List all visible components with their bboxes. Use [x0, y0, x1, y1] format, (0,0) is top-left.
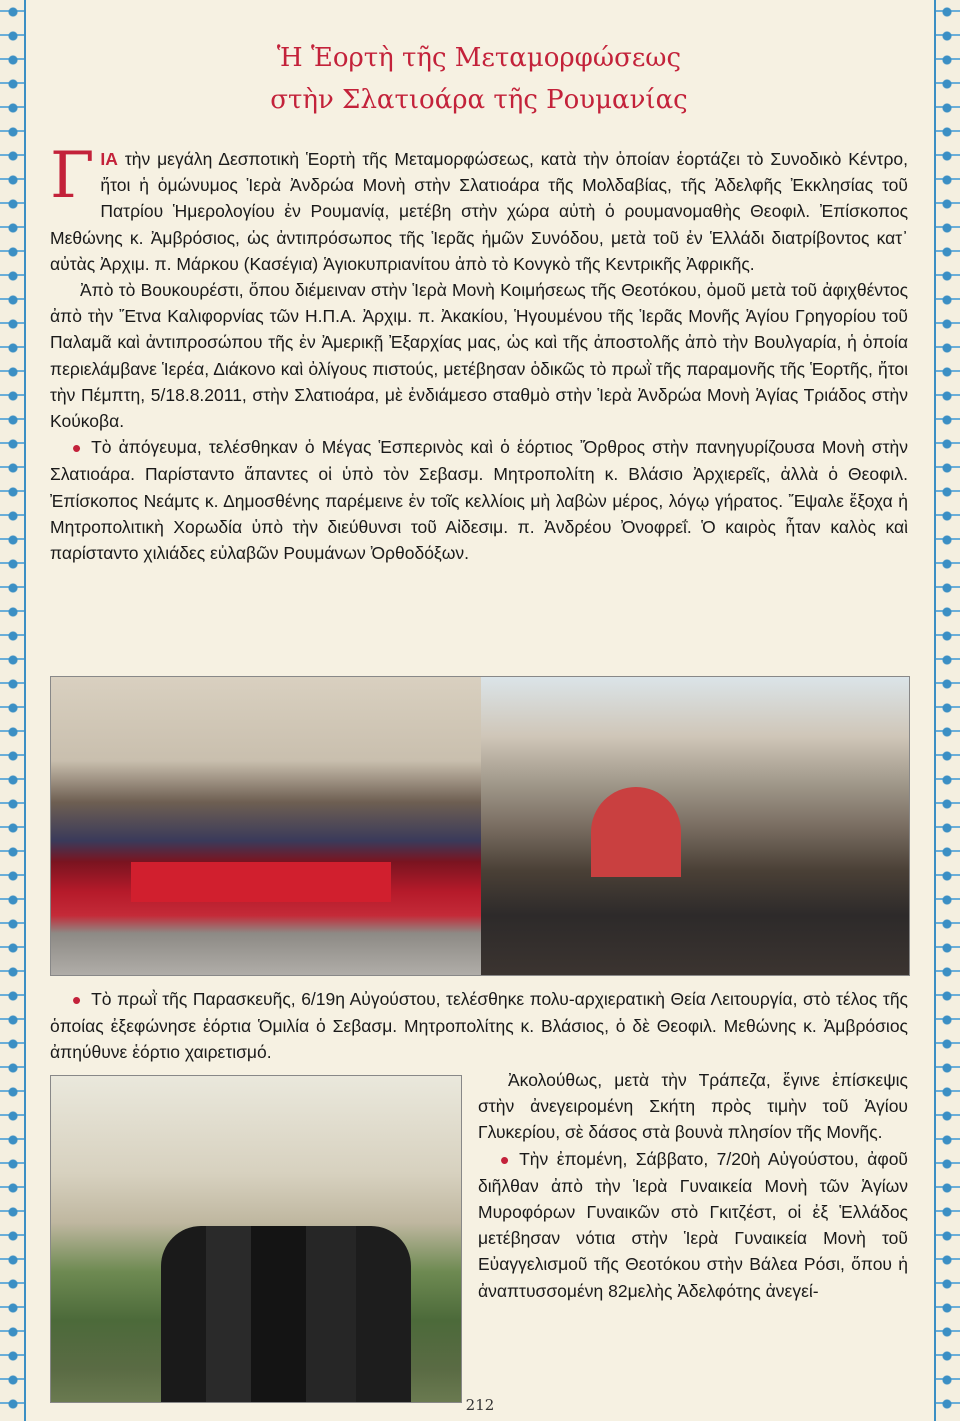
body-top	[50, 139, 908, 566]
paragraph-6	[478, 1146, 908, 1304]
paragraph-3-text: Τὸ ἀπόγευμα, τελέσθηκαν ὁ Μέγας Ἑσπερινὸς καὶ ὁ ἑόρτιος Ὄρθρος στὴν πανηγυρίζουσα Μονὴ στὴν Σλατιοάρα. Παρίσταντο ἅπαντες οἱ ὑπὸ τὸν Σεβασμ. Μητροπολίτη κ. Βλάσιο Ἀρχιερεῖς, ἀλλὰ ὁ Θεοφιλ. Ἐπίσκοπος Νεάμτς κ. Δημοσθένης παρέμεινε ἐν τοῖς κελλίοις μὴ λαβὼν μέρος, λόγῳ γήρατος. Ἔψαλε ἔξοχα ἡ Μητροπολιτικὴ Χορωδία ὑπὸ τὴν διεύθυνσι τοῦ Αἰδεσιμ. π. Ἀνδρέου Ὀνοφρεΐ. Ὁ καιρὸς ἦταν καλὸς καὶ παρίσταντο χιλιάδες εὐλαβῶν Ρουμάνων Ὀρθοδόξων.	[50, 437, 908, 564]
body-middle	[50, 986, 908, 1066]
paragraph-1	[50, 139, 908, 277]
title-line-2: στὴν Σλατιοάρα τῆς Ρουμανίας	[270, 85, 688, 115]
drop-cap: Γ	[50, 139, 95, 213]
photo-hierarchs-on-red-platform	[51, 677, 481, 975]
paragraph-4	[50, 986, 908, 1066]
title-line-1: Ἡ Ἑορτὴ τῆς Μεταμορφώσεως	[276, 43, 682, 73]
paragraph-5: Ἀκολούθως, μετὰ τὴν Τράπεζα, ἔγινε ἐπίσκεψις στὴν ἀνεγειρομένη Σκήτη πρὸς τιμὴν τοῦ Ἁγίου Γλυκερίου, σὲ δάσος στὰ βουνὰ πλησίον τῆς Μονῆς.	[478, 1070, 908, 1143]
ornamental-border-right	[934, 0, 960, 1421]
paragraph-1-text: τὴν μεγάλη Δεσποτικὴ Ἑορτὴ τῆς Μεταμορφώσεως, κατὰ τὴν ὁποίαν ἑορτάζει τὸ Συνοδικὸ Κέντρο, ἤτοι ἡ ὁμώνυμος Ἱερὰ Ἀνδρώα Μονὴ στὴν Σλατιοάρα τῆς Μολδαβίας, τῆς Ἀδελφῆς Ἐκκλησίας τοῦ Πατρίου Ἡμερολογίου ἐν Ρουμανίᾳ, μετέβη στὴν χώρα αὐτὴ ὁ ρουμανομαθὴς Θεοφιλ. Ἐπίσκοπος Μεθώνης κ. Ἀμβρόσιος, ὡς ἀντιπρόσωπος τῆς Ἱερᾶς ἡμῶν Συνόδου, μετὰ τοῦ ἐν Ἑλλάδι διατρίβοντος κατ᾿ αὐτὰς Ἀρχιμ. π. Μάρκου (Κασέγια) Ἁγιοκυπριανίτου ἀπὸ τὸ Κονγκὸ τῆς Κεντρικῆς Ἀφρικῆς.	[50, 149, 908, 274]
paragraph-4-text: Τὸ πρωῒ τῆς Παρασκευῆς, 6/19η Αὐγούστου, τελέσθηκε πολυ-αρχιερατικὴ Θεία Λειτουργία, στὸ τέλος τῆς ὁποίας ἐξεφώνησε ἑόρτια Ὁμιλία ὁ Σεβασμ. Μητροπολίτης κ. Βλάσιος, ὁ δὲ Θεοφιλ. Μεθώνης κ. Ἀμβρόσιος ἀπηύθυνε ἑόρτιο χαιρετισμό.	[50, 989, 908, 1063]
drop-cap-rest: ΙΑ	[100, 149, 118, 169]
body-right-column	[478, 1067, 908, 1304]
paragraph-2: Ἀπὸ τὸ Βουκουρέστι, ὅπου διέμειναν στὴν Ἱερὰ Μονὴ Κοιμήσεως τῆς Θεοτόκου, ὁμοῦ μετὰ τοῦ ἀφιχθέντος ἀπὸ τὴν Ἔτνα Καλιφορνίας τῶν Η.Π.Α. Ἀρχιμ. π. Ἀκακίου, Ἡγουμένου τῆς Ἱερᾶς Μονῆς Ἁγίου Γρηγορίου τοῦ Παλαμᾶ καὶ ἀντιπροσώπου τῆς ἐν Ἀμερικῇ Ἐξαρχίας μας, ὡς καὶ τῆς ἀποστολῆς ἀπὸ τὴν Βουλγαρία, ἡ ὁποία περιελάμβανε Ἱερέα, Διάκονο καὶ ὀλίγους πιστούς, μετέβησαν ὁδικῶς τὸ πρωῒ τῆς παραμονῆς τῆς Ἑορτῆς, ἤτοι τὴν Πέμπτη, 5/18.8.2011, στὴν Σλατιοάρα, μὲ ἐνδιάμεσο σταθμὸ στὴν Ἱερὰ Ἀνδρώα Μονὴ Ἁγίας Τριάδος στὴν Κούκοβα.	[50, 280, 908, 432]
photo-crowd-in-monastery-courtyard	[481, 677, 909, 975]
photo-liturgy-and-crowd	[50, 676, 910, 976]
paragraph-3	[50, 434, 908, 566]
paragraph-6-text: Τὴν ἐπομένη, Σάββατο, 7/20ὴ Αὐγούστου, ἀφοῦ διῆλθαν ἀπὸ τὴν Ἱερὰ Γυναικεία Μονὴ τῶν Ἁγίων Μυροφόρων Γυναικῶν στὸ Γκιτζέστ, οἱ ἐξ Ἑλλάδος μετέβησαν νότια στὴν Ἱερὰ Γυναικεία Μονὴ τοῦ Εὐαγγελισμοῦ τῆς Θεοτόκου στὴν Βάλεα Ρόσι, ὅπου ἡ ἀναπτυσσομένη 82μελὴς Ἀδελφότης ἀνεγεί-	[478, 1148, 908, 1301]
page-number: 212	[465, 1396, 495, 1414]
ornamental-border-left	[0, 0, 26, 1421]
photo-clergy-group	[50, 1075, 462, 1403]
